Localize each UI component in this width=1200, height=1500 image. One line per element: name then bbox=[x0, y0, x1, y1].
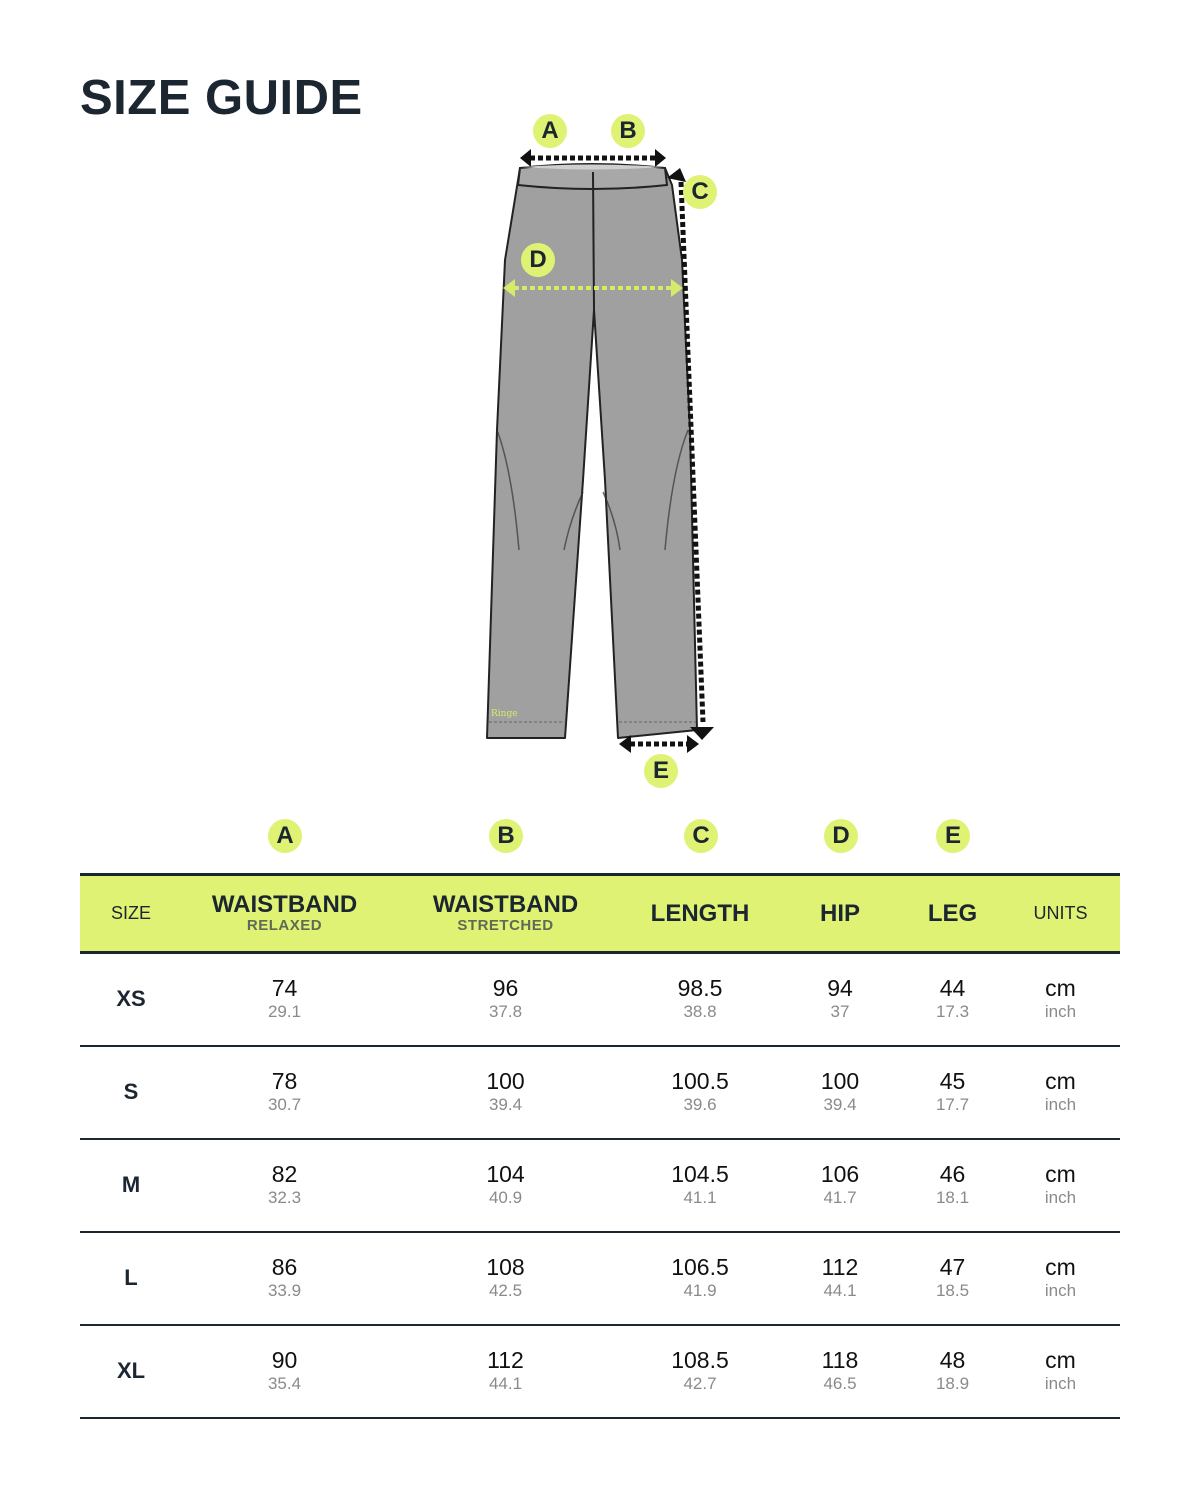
size-cell bbox=[80, 1325, 182, 1418]
value-inch: 42.7 bbox=[683, 1374, 717, 1393]
value-cm: 46 bbox=[939, 1161, 966, 1187]
unit-cm: cm bbox=[1045, 1254, 1076, 1280]
value-cm: 98.5 bbox=[677, 975, 723, 1002]
header-waistband-stretched-sub: STRETCHED bbox=[457, 917, 554, 934]
length-cell bbox=[624, 1046, 776, 1139]
header-size bbox=[80, 875, 182, 953]
header-waistband-relaxed-main: WAISTBAND bbox=[211, 891, 358, 918]
value-inch: 39.4 bbox=[823, 1095, 857, 1114]
waistband-relaxed-cell bbox=[182, 1232, 387, 1325]
value-inch: 39.6 bbox=[683, 1095, 717, 1114]
size-cell bbox=[80, 1139, 182, 1232]
value-cm: 100 bbox=[820, 1068, 860, 1094]
value-inch: 44.1 bbox=[488, 1374, 523, 1393]
value-inch: 17.3 bbox=[935, 1002, 970, 1022]
value-cm: 74 bbox=[271, 975, 298, 1002]
length-cell bbox=[624, 1232, 776, 1325]
units-cell bbox=[1001, 1046, 1120, 1139]
page-title: SIZE GUIDE bbox=[80, 71, 363, 125]
length-cell bbox=[624, 1139, 776, 1232]
value-cm: 104.5 bbox=[671, 1161, 729, 1187]
marker-e-badge: E bbox=[644, 754, 678, 788]
value-cm: 90 bbox=[271, 1347, 298, 1373]
unit-inch: inch bbox=[1044, 1095, 1077, 1114]
size-cell bbox=[80, 1232, 182, 1325]
size-label: L bbox=[124, 1265, 138, 1290]
header-waistband-relaxed-sub: RELAXED bbox=[246, 917, 323, 934]
value-inch: 37.8 bbox=[488, 1002, 523, 1022]
value-inch: 41.9 bbox=[683, 1281, 717, 1300]
value-cm: 96 bbox=[492, 975, 519, 1002]
unit-cm: cm bbox=[1045, 1161, 1076, 1187]
unit-inch: inch bbox=[1044, 1281, 1077, 1300]
header-waistband-relaxed bbox=[182, 875, 387, 953]
units-cell bbox=[1001, 1139, 1120, 1232]
value-cm: 104 bbox=[486, 1161, 525, 1187]
unit-inch: inch bbox=[1044, 1188, 1077, 1207]
value-inch: 30.7 bbox=[267, 1095, 302, 1114]
waistband-stretched-cell bbox=[387, 1325, 624, 1418]
column-badge-c: C bbox=[684, 819, 718, 853]
value-inch: 41.1 bbox=[683, 1188, 717, 1207]
hip-cell bbox=[776, 1046, 904, 1139]
waistband-stretched-cell bbox=[387, 1139, 624, 1232]
header-waistband-stretched-main: WAISTBAND bbox=[432, 891, 579, 918]
table-row-xl bbox=[80, 1325, 1120, 1418]
waistband-stretched-cell bbox=[387, 1232, 624, 1325]
header-units bbox=[1001, 875, 1120, 953]
size-label: M bbox=[121, 1172, 141, 1197]
unit-cm: cm bbox=[1045, 1347, 1076, 1373]
value-inch: 42.5 bbox=[488, 1281, 523, 1300]
marker-b-badge: B bbox=[611, 114, 645, 148]
waistband-relaxed-cell bbox=[182, 1046, 387, 1139]
value-inch: 35.4 bbox=[267, 1374, 302, 1393]
column-badge-a: A bbox=[268, 819, 302, 853]
waistband-relaxed-cell bbox=[182, 953, 387, 1046]
header-hip-label: HIP bbox=[819, 899, 860, 927]
hip-cell bbox=[776, 953, 904, 1046]
waistband-relaxed-cell bbox=[182, 1325, 387, 1418]
hip-cell bbox=[776, 1232, 904, 1325]
waistband-stretched-cell bbox=[387, 1046, 624, 1139]
value-inch: 39.4 bbox=[488, 1095, 523, 1114]
marker-d-badge: D bbox=[521, 243, 555, 277]
header-length-label: LENGTH bbox=[650, 899, 750, 927]
unit-cm: cm bbox=[1045, 975, 1076, 1002]
column-badge-d: D bbox=[824, 819, 858, 853]
trousers-diagram bbox=[470, 105, 730, 805]
value-inch: 17.7 bbox=[935, 1095, 970, 1114]
marker-c-badge: C bbox=[683, 175, 717, 209]
size-label: S bbox=[123, 1079, 139, 1104]
value-inch: 33.9 bbox=[267, 1281, 302, 1300]
value-cm: 44 bbox=[939, 975, 966, 1002]
size-cell bbox=[80, 1046, 182, 1139]
table-header-row bbox=[80, 875, 1120, 953]
leg-cell bbox=[904, 1232, 1001, 1325]
value-cm: 112 bbox=[821, 1254, 859, 1280]
value-cm: 45 bbox=[939, 1068, 966, 1094]
brand-mark: Ringe bbox=[491, 709, 518, 719]
header-size-label: SIZE bbox=[110, 903, 151, 923]
value-inch: 18.5 bbox=[935, 1281, 970, 1300]
table-row-m bbox=[80, 1139, 1120, 1232]
size-label: XS bbox=[116, 986, 146, 1012]
value-cm: 47 bbox=[939, 1254, 966, 1280]
length-cell bbox=[624, 1325, 776, 1418]
header-waistband-stretched bbox=[387, 875, 624, 953]
column-badge-b: B bbox=[489, 819, 523, 853]
leg-cell bbox=[904, 953, 1001, 1046]
value-cm: 82 bbox=[271, 1161, 298, 1187]
leg-cell bbox=[904, 1139, 1001, 1232]
trousers-illustration bbox=[470, 105, 730, 805]
value-cm: 94 bbox=[827, 975, 853, 1002]
header-leg bbox=[904, 875, 1001, 953]
value-cm: 108.5 bbox=[671, 1347, 729, 1373]
unit-inch: inch bbox=[1044, 1374, 1077, 1393]
units-cell bbox=[1001, 1232, 1120, 1325]
value-cm: 118 bbox=[821, 1347, 859, 1373]
value-cm: 108 bbox=[486, 1254, 525, 1280]
length-cell bbox=[624, 953, 776, 1046]
hip-cell bbox=[776, 1325, 904, 1418]
value-inch: 38.8 bbox=[683, 1002, 717, 1022]
units-cell bbox=[1001, 953, 1120, 1046]
value-cm: 100 bbox=[486, 1068, 525, 1094]
column-badges bbox=[80, 819, 1120, 855]
value-cm: 86 bbox=[271, 1254, 298, 1280]
table-row-xs bbox=[80, 953, 1120, 1046]
header-leg-label: LEG bbox=[927, 899, 978, 927]
value-cm: 100.5 bbox=[671, 1068, 729, 1094]
value-cm: 112 bbox=[487, 1347, 524, 1373]
value-cm: 106 bbox=[820, 1161, 860, 1187]
table-row-s bbox=[80, 1046, 1120, 1139]
value-inch: 29.1 bbox=[267, 1002, 302, 1022]
leg-cell bbox=[904, 1046, 1001, 1139]
waistband-relaxed-cell bbox=[182, 1139, 387, 1232]
unit-inch: inch bbox=[1044, 1002, 1077, 1022]
marker-a-badge: A bbox=[533, 114, 567, 148]
size-table bbox=[80, 873, 1120, 1419]
value-inch: 37 bbox=[830, 1002, 850, 1022]
value-inch: 44.1 bbox=[823, 1281, 857, 1300]
table-row-l bbox=[80, 1232, 1120, 1325]
units-cell bbox=[1001, 1325, 1120, 1418]
waistband-stretched-cell bbox=[387, 953, 624, 1046]
value-inch: 46.5 bbox=[823, 1374, 857, 1393]
value-inch: 18.9 bbox=[935, 1374, 970, 1393]
column-badge-e: E bbox=[936, 819, 970, 853]
header-length bbox=[624, 875, 776, 953]
size-cell bbox=[80, 953, 182, 1046]
value-cm: 78 bbox=[271, 1068, 298, 1094]
hip-cell bbox=[776, 1139, 904, 1232]
leg-cell bbox=[904, 1325, 1001, 1418]
value-cm: 48 bbox=[939, 1347, 966, 1373]
value-cm: 106.5 bbox=[671, 1254, 729, 1280]
value-inch: 32.3 bbox=[267, 1188, 302, 1207]
header-hip bbox=[776, 875, 904, 953]
size-label: XL bbox=[116, 1358, 146, 1383]
value-inch: 41.7 bbox=[823, 1188, 857, 1207]
value-inch: 18.1 bbox=[935, 1188, 970, 1207]
header-units-label: UNITS bbox=[1033, 903, 1088, 923]
value-inch: 40.9 bbox=[488, 1188, 523, 1207]
unit-cm: cm bbox=[1045, 1068, 1076, 1094]
